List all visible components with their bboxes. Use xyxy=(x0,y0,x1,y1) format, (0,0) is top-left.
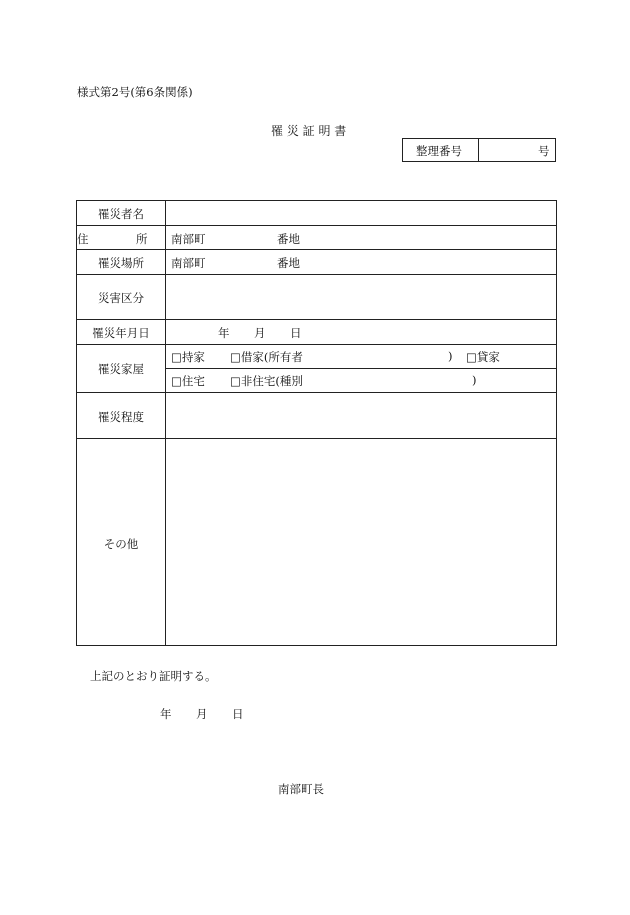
disaster-place-town: 南部町 xyxy=(171,256,206,270)
disaster-date-day: 日 xyxy=(290,326,302,340)
rented-house-checkbox[interactable]: □貸家 xyxy=(466,350,500,364)
damage-degree-field[interactable] xyxy=(166,393,556,437)
borrowed-house-checkbox[interactable]: □借家(所有者 xyxy=(230,350,303,364)
certify-statement: 上記のとおり証明する。 xyxy=(90,669,217,683)
owned-house-checkbox[interactable]: □持家 xyxy=(171,350,205,364)
disaster-date-label: 罹災年月日 xyxy=(92,326,150,340)
non-residence-checkbox[interactable]: □非住宅(種別 xyxy=(230,374,303,388)
address-town: 南部町 xyxy=(171,232,206,246)
victim-name-label: 罹災者名 xyxy=(98,207,144,221)
non-residence-close-paren: ) xyxy=(472,373,477,387)
address-label: 住 所 xyxy=(77,232,166,246)
signatory: 南部町長 xyxy=(278,782,324,796)
borrowed-house-close-paren: ) xyxy=(448,349,453,363)
issue-date-year: 年 xyxy=(160,707,172,721)
disaster-category-label: 災害区分 xyxy=(98,291,144,305)
disaster-date-year: 年 xyxy=(218,326,230,340)
serial-number-label: 整理番号 xyxy=(416,144,462,158)
disaster-date-month: 月 xyxy=(254,326,266,340)
serial-number-field[interactable]: 号 xyxy=(538,144,550,158)
residence-checkbox[interactable]: □住宅 xyxy=(171,374,205,388)
address-banchi: 番地 xyxy=(277,232,300,246)
form-number: 様式第2号(第6条関係) xyxy=(77,85,193,99)
disaster-place-banchi: 番地 xyxy=(277,256,300,270)
issue-date-day: 日 xyxy=(232,707,244,721)
damage-degree-label: 罹災程度 xyxy=(98,410,144,424)
other-field[interactable] xyxy=(166,439,556,645)
victim-name-field[interactable] xyxy=(166,201,556,224)
other-label: その他 xyxy=(103,537,139,551)
disaster-place-label: 罹災場所 xyxy=(98,256,144,270)
house-label: 罹災家屋 xyxy=(98,362,144,376)
issue-date-month: 月 xyxy=(196,707,208,721)
disaster-category-field[interactable] xyxy=(166,275,556,318)
document-title: 罹 災 証 明 書 xyxy=(271,124,347,138)
